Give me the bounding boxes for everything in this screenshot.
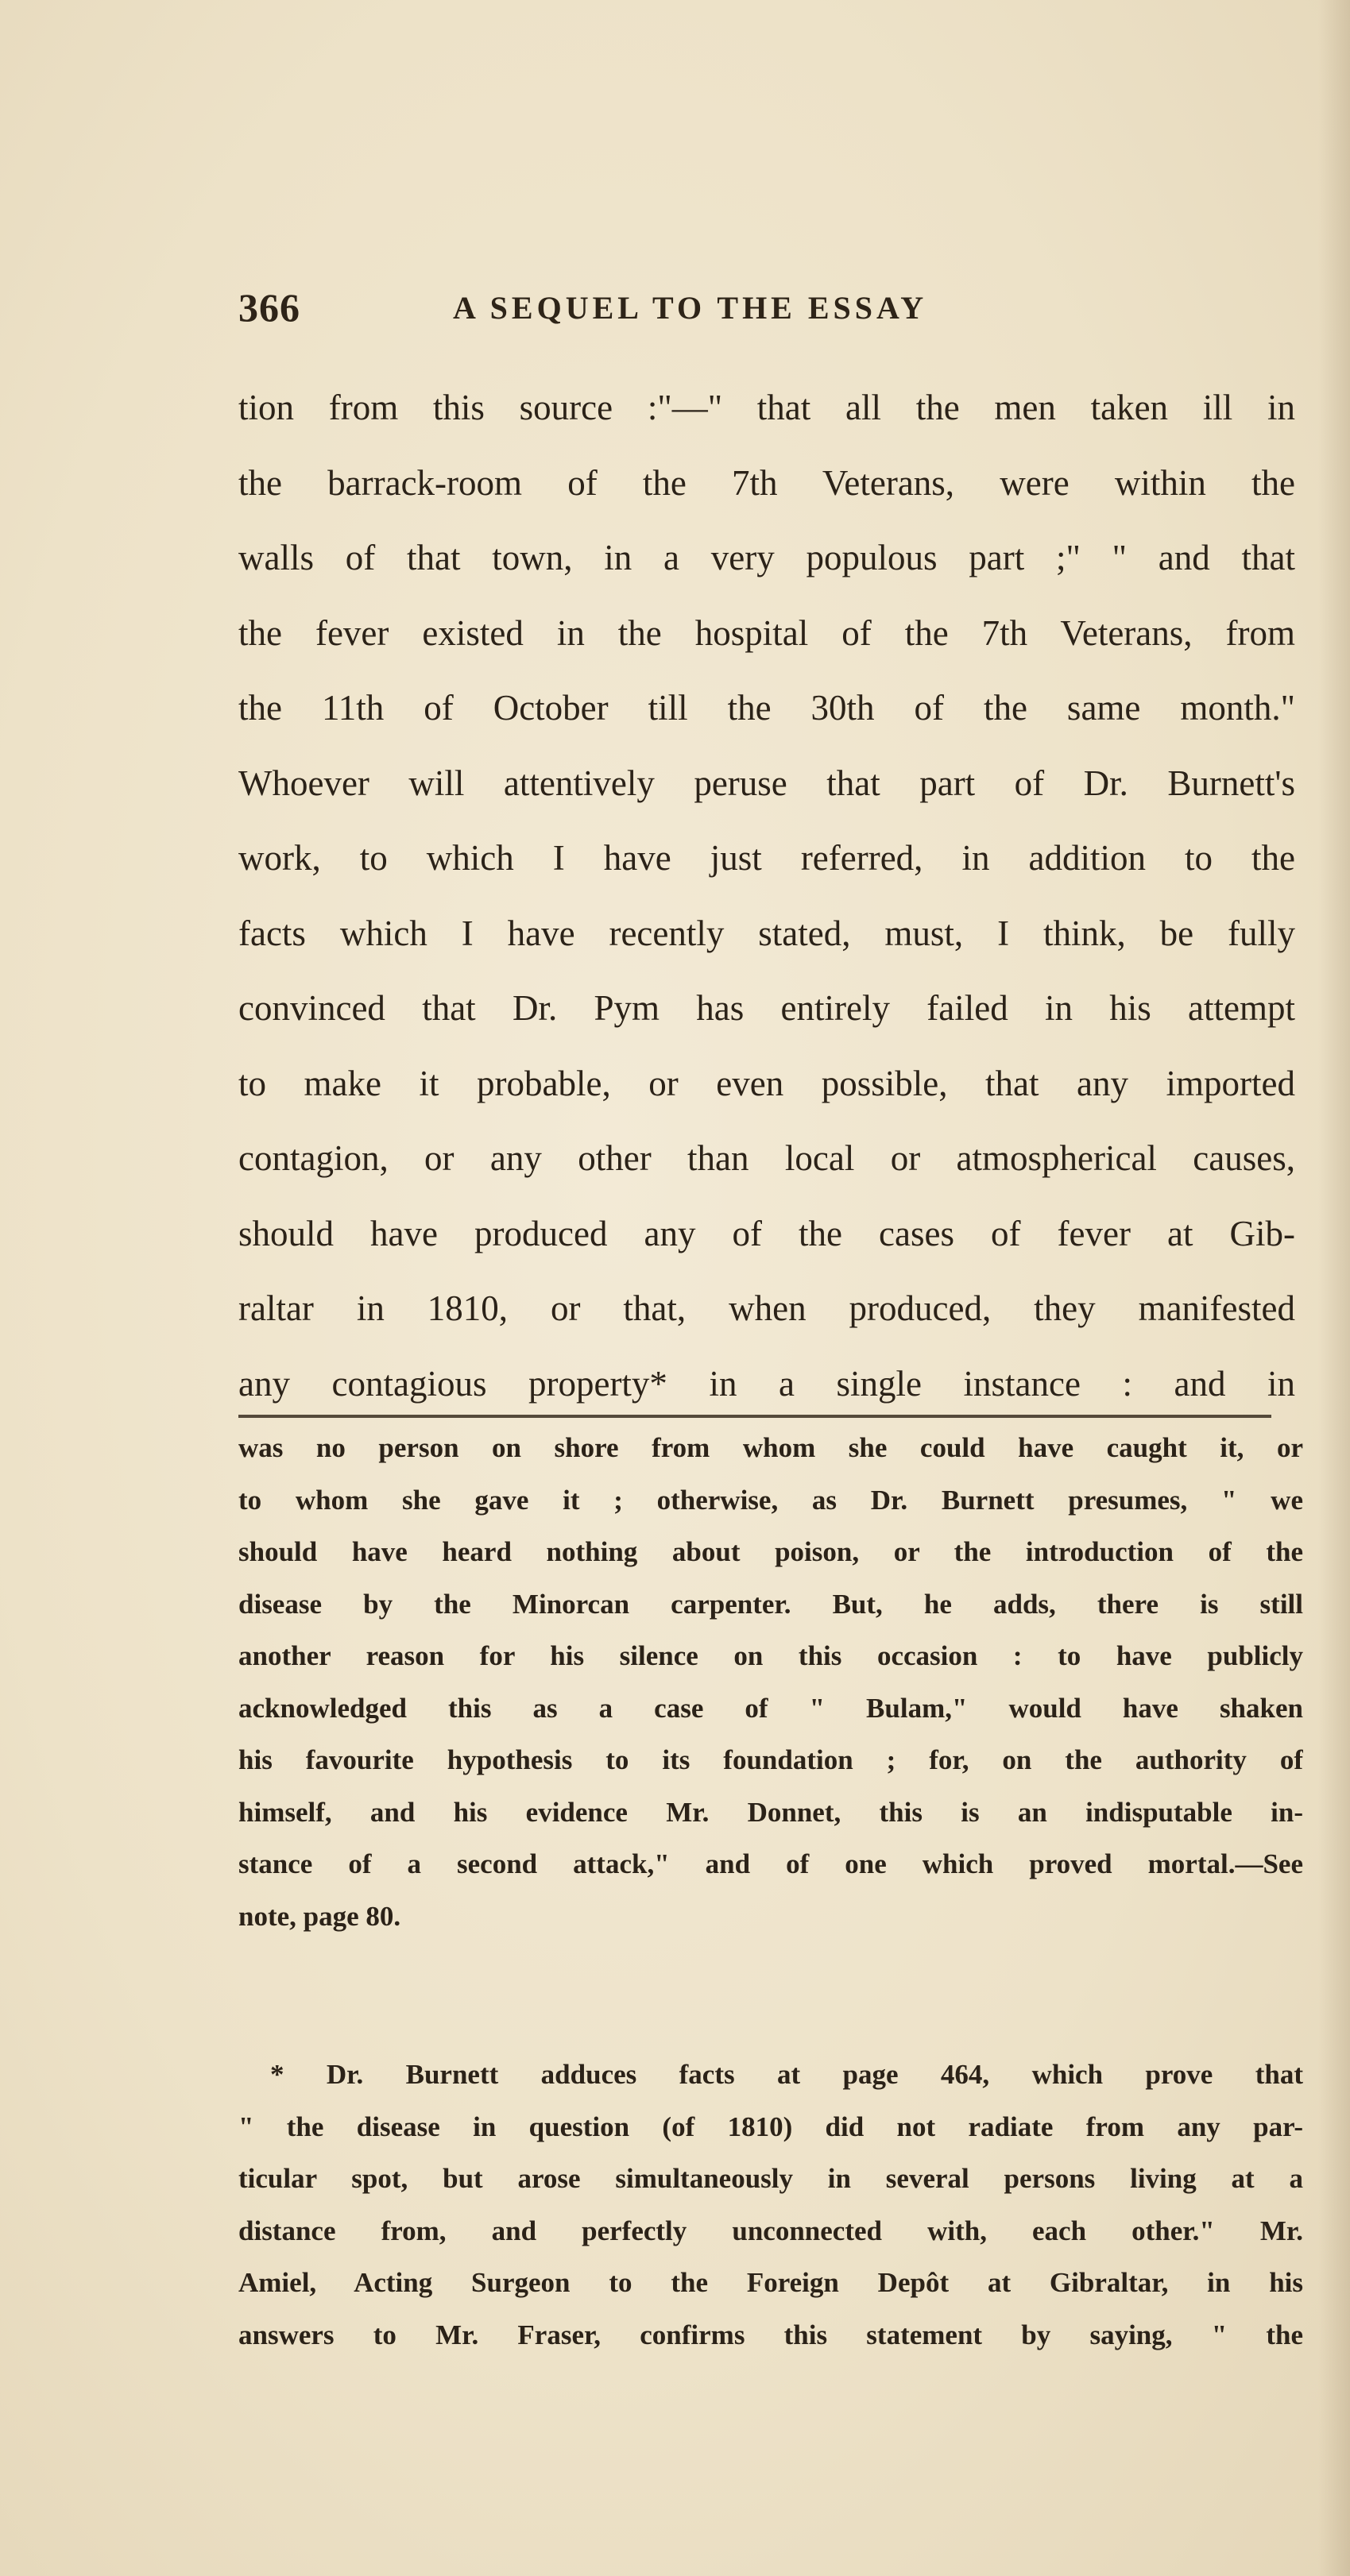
footnote-line: was no person on shore from whom she could have caught it, or <box>238 1432 1303 1463</box>
body-line: to make it probable, or even possible, that any imported <box>238 1063 1295 1103</box>
footnote-line: stance of a second attack," and of one which proved mortal.—See <box>238 1848 1303 1879</box>
body-line: convinced that Dr. Pym has entirely failed in his attempt <box>238 988 1295 1028</box>
footnote-line: disease by the Minorcan carpenter. But, he adds, there is still <box>238 1588 1303 1620</box>
footnote-continued <box>238 1428 1303 1948</box>
body-line: walls of that town, in a very populous part ;" " and that <box>238 538 1295 577</box>
footnote-line: another reason for his silence on this occasion : to have publicly <box>238 1640 1303 1671</box>
body-line: tion from this source :"—" that all the men taken ill in <box>238 388 1295 427</box>
body-line: raltar in 1810, or that, when produced, they manifested <box>238 1288 1295 1328</box>
body-line: work, to which I have just referred, in addition to the <box>238 838 1295 878</box>
running-head: A SEQUEL TO THE ESSAY <box>453 290 928 326</box>
footnote-line: answers to Mr. Fraser, confirms this statement by saying, " the <box>238 2319 1303 2350</box>
page-header <box>238 284 1303 332</box>
body-line: contagion, or any other than local or atmospherical causes, <box>238 1138 1295 1178</box>
page-edge-shadow <box>1318 0 1350 2576</box>
footnote-line: Amiel, Acting Surgeon to the Foreign Depôt at Gibraltar, in his <box>238 2267 1303 2298</box>
body-line: the fever existed in the hospital of the 7th Veterans, from <box>238 612 1295 653</box>
body-line: the barrack-room of the 7th Veterans, were within the <box>238 462 1295 503</box>
page-number: 366 <box>238 285 300 330</box>
body-line: facts which I have recently stated, must, I think, be fully <box>238 913 1295 953</box>
footnote-line: " the disease in question (of 1810) did not radiate from any par- <box>238 2111 1303 2142</box>
footnote-line: note, page 80. <box>238 1900 401 1932</box>
footnote-line: his favourite hypothesis to its foundation ; for, on the authority of <box>238 1744 1303 1775</box>
footnote-line: himself, and his evidence Mr. Donnet, this is an indisputable in- <box>238 1796 1303 1828</box>
footnote-line: acknowledged this as a case of " Bulam," would have shaken <box>238 1692 1303 1724</box>
footnote-line: distance from, and perfectly unconnected with, each other." Mr. <box>238 2215 1303 2246</box>
footnote-star <box>238 2055 1303 2367</box>
body-text <box>238 384 1295 1435</box>
body-line: should have produced any of the cases of fever at Gib- <box>238 1213 1295 1253</box>
footnote-divider <box>238 1415 1271 1418</box>
footnote-line: * Dr. Burnett adduces facts at page 464, which prove that <box>270 2059 1303 2090</box>
footnote-line: ticular spot, but arose simultaneously in several persons living at a <box>238 2163 1303 2194</box>
footnote-line: to whom she gave it ; otherwise, as Dr. Burnett presumes, " we <box>238 1484 1303 1516</box>
body-line: Whoever will attentively peruse that part of Dr. Burnett's <box>238 763 1295 803</box>
footnote-line: should have heard nothing about poison, or the introduction of the <box>238 1536 1303 1567</box>
body-line: any contagious property* in a single instance : and in <box>238 1363 1295 1404</box>
body-line: the 11th of October till the 30th of the same month." <box>238 688 1295 728</box>
